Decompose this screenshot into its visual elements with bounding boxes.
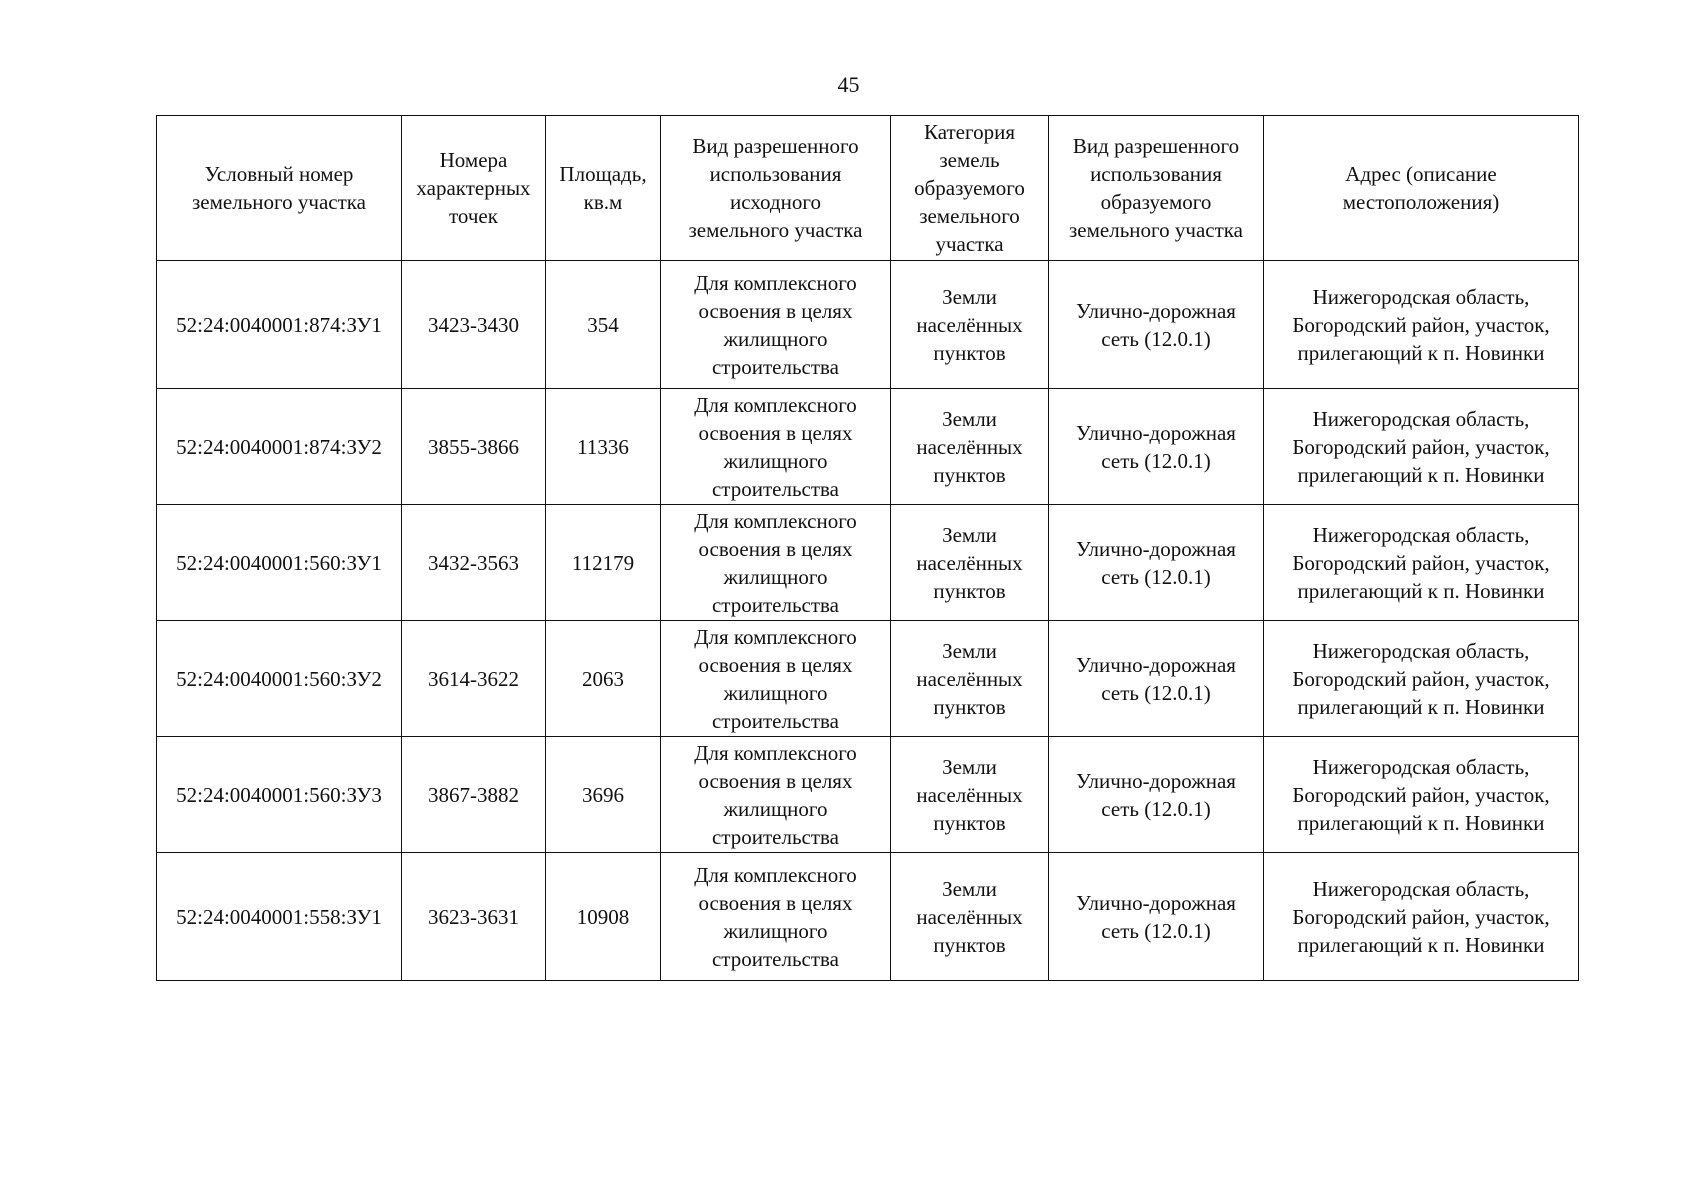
land-plots-table: [156, 115, 1579, 981]
table-body: [157, 261, 1579, 981]
cell-points: 3867-3882: [402, 737, 546, 853]
cell-points: 3614-3622: [402, 621, 546, 737]
header-cell-source-use: Вид разрешенного использования исходного земельного участка: [661, 116, 891, 261]
header-cell-points: Номера характерных точек: [402, 116, 546, 261]
cell-area: 3696: [546, 737, 661, 853]
cell-new-use: Улично-дорожная сеть (12.0.1): [1049, 261, 1264, 389]
cell-conditional-number: 52:24:0040001:560:ЗУ3: [157, 737, 402, 853]
table-row: [157, 505, 1579, 621]
cell-conditional-number: 52:24:0040001:558:ЗУ1: [157, 853, 402, 981]
cell-source-use: Для комплексного освоения в целях жилищного строительства: [661, 505, 891, 621]
table-row: [157, 389, 1579, 505]
cell-new-use: Улично-дорожная сеть (12.0.1): [1049, 621, 1264, 737]
cell-address: Нижегородская область, Богородский район, участок, прилегающий к п. Новинки: [1264, 261, 1579, 389]
cell-source-use: Для комплексного освоения в целях жилищного строительства: [661, 621, 891, 737]
table-row: [157, 621, 1579, 737]
table-header: [157, 116, 1579, 261]
cell-source-use: Для комплексного освоения в целях жилищного строительства: [661, 737, 891, 853]
cell-conditional-number: 52:24:0040001:560:ЗУ1: [157, 505, 402, 621]
cell-address: Нижегородская область, Богородский район, участок, прилегающий к п. Новинки: [1264, 621, 1579, 737]
cell-new-use: Улично-дорожная сеть (12.0.1): [1049, 505, 1264, 621]
cell-points: 3623-3631: [402, 853, 546, 981]
header-cell-conditional-number: Условный номер земельного участка: [157, 116, 402, 261]
cell-area: 112179: [546, 505, 661, 621]
cell-area: 354: [546, 261, 661, 389]
cell-address: Нижегородская область, Богородский район, участок, прилегающий к п. Новинки: [1264, 853, 1579, 981]
cell-area: 10908: [546, 853, 661, 981]
cell-conditional-number: 52:24:0040001:874:ЗУ2: [157, 389, 402, 505]
table-row: [157, 853, 1579, 981]
header-cell-address: Адрес (описание местоположения): [1264, 116, 1579, 261]
header-row: [157, 116, 1579, 261]
table-row: [157, 261, 1579, 389]
page-number: 45: [837, 72, 860, 97]
cell-category: Земли населённых пунктов: [891, 261, 1049, 389]
cell-area: 2063: [546, 621, 661, 737]
cell-source-use: Для комплексного освоения в целях жилищного строительства: [661, 853, 891, 981]
cell-conditional-number: 52:24:0040001:560:ЗУ2: [157, 621, 402, 737]
cell-category: Земли населённых пунктов: [891, 505, 1049, 621]
cell-new-use: Улично-дорожная сеть (12.0.1): [1049, 853, 1264, 981]
header-cell-new-use: Вид разрешенного использования образуемого земельного участка: [1049, 116, 1264, 261]
cell-points: 3432-3563: [402, 505, 546, 621]
cell-points: 3855-3866: [402, 389, 546, 505]
cell-category: Земли населённых пунктов: [891, 853, 1049, 981]
cell-address: Нижегородская область, Богородский район, участок, прилегающий к п. Новинки: [1264, 737, 1579, 853]
cell-address: Нижегородская область, Богородский район, участок, прилегающий к п. Новинки: [1264, 505, 1579, 621]
cell-area: 11336: [546, 389, 661, 505]
cell-category: Земли населённых пунктов: [891, 389, 1049, 505]
header-cell-area: Площадь, кв.м: [546, 116, 661, 261]
cell-conditional-number: 52:24:0040001:874:ЗУ1: [157, 261, 402, 389]
cell-address: Нижегородская область, Богородский район, участок, прилегающий к п. Новинки: [1264, 389, 1579, 505]
header-cell-category: Категория земель образуемого земельного участка: [891, 116, 1049, 261]
cell-category: Земли населённых пунктов: [891, 737, 1049, 853]
cell-category: Земли населённых пунктов: [891, 621, 1049, 737]
cell-source-use: Для комплексного освоения в целях жилищного строительства: [661, 261, 891, 389]
cell-points: 3423-3430: [402, 261, 546, 389]
table-row: [157, 737, 1579, 853]
cell-source-use: Для комплексного освоения в целях жилищного строительства: [661, 389, 891, 505]
cell-new-use: Улично-дорожная сеть (12.0.1): [1049, 737, 1264, 853]
cell-new-use: Улично-дорожная сеть (12.0.1): [1049, 389, 1264, 505]
